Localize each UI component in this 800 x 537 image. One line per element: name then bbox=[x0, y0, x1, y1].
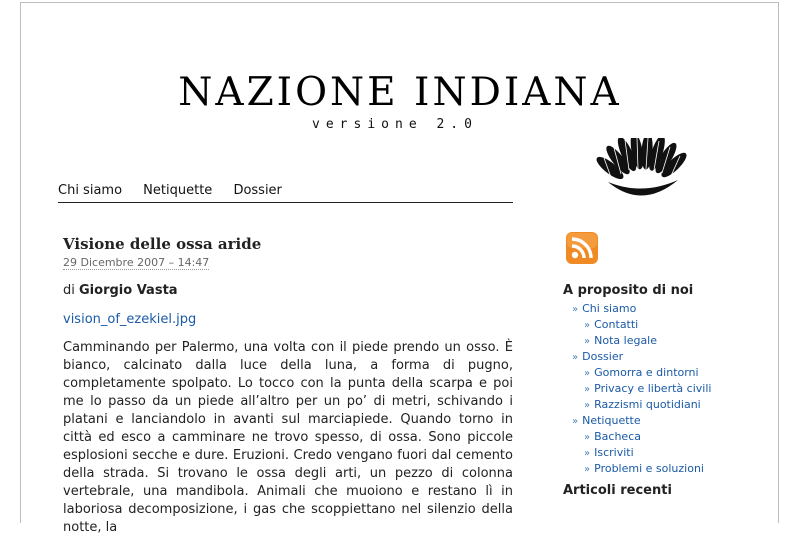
bullet-arrow-icon: » bbox=[572, 416, 579, 427]
rss-feed-icon[interactable] bbox=[566, 232, 598, 264]
sidebar-about-title: A proposito di noi bbox=[563, 283, 694, 298]
sidebar-item-problemi[interactable]: » Problemi e soluzioni bbox=[584, 462, 704, 475]
post-date: 29 Dicembre 2007 – 14:47 bbox=[63, 256, 210, 269]
site-tagline: versione 2.0 bbox=[312, 117, 478, 132]
sidebar-item-nota-legale[interactable]: » Nota legale bbox=[584, 334, 658, 347]
sidebar-item-contatti[interactable]: » Contatti bbox=[584, 318, 639, 331]
bullet-arrow-icon: » bbox=[584, 368, 591, 379]
byline-prefix: di bbox=[63, 283, 75, 298]
bullet-arrow-icon: » bbox=[572, 304, 579, 315]
sidebar-item-gomorra[interactable]: » Gomorra e dintorni bbox=[584, 366, 699, 379]
bullet-arrow-icon: » bbox=[584, 320, 591, 331]
site-title[interactable]: NAZIONE INDIANA bbox=[178, 70, 622, 115]
post-title[interactable]: Visione delle ossa aride bbox=[63, 235, 262, 253]
nav-chi-siamo[interactable]: Chi siamo bbox=[58, 183, 123, 198]
bullet-arrow-icon: » bbox=[584, 448, 591, 459]
main-nav bbox=[58, 183, 513, 203]
sidebar-item-privacy[interactable]: » Privacy e libertà civili bbox=[584, 382, 712, 395]
feather-headdress-logo[interactable] bbox=[594, 138, 694, 208]
nav-dossier[interactable]: Dossier bbox=[233, 183, 282, 198]
sidebar-menu bbox=[572, 301, 711, 477]
bullet-arrow-icon: » bbox=[584, 400, 591, 411]
attachment-link[interactable]: vision_of_ezekiel.jpg bbox=[63, 312, 197, 327]
bullet-arrow-icon: » bbox=[584, 432, 591, 443]
sidebar-item-bacheca[interactable]: » Bacheca bbox=[584, 430, 641, 443]
sidebar-item-chi-siamo[interactable]: » Chi siamo bbox=[572, 302, 637, 315]
bullet-arrow-icon: » bbox=[584, 464, 591, 475]
sidebar-item-iscriviti[interactable]: » Iscriviti bbox=[584, 446, 634, 459]
sidebar-item-netiquette[interactable]: » Netiquette bbox=[572, 414, 641, 427]
post-author: Giorgio Vasta bbox=[79, 283, 178, 298]
post-body: Camminando per Palermo, una volta con il piede prendo un osso. È bianco, calcinato dalla luce della luna, a forma di pugno, completamente spolpato. Lo tocco con la punta della scarpa e poi me lo passo da un piede all’altro per un po’ di metri, schivando i platani e lanciandolo in avanti sul marciapiede. Quando torno in città ed esco a camminare ne trovo spesso, di ossa. Sono piccole esplosioni secche e dure. Eruzioni. Credo vengano fuori dal cemento della strada. Si trovano le ossa degli arti, un pezzo di colonna vertebrale, una mandibola. Animali che muoiono e restano lì in laboriosa decomposizione, i gas che scoppiettano nel silenzio della notte, la bbox=[63, 340, 513, 535]
sidebar-item-razzismi[interactable]: » Razzismi quotidiani bbox=[584, 398, 701, 411]
bullet-arrow-icon: » bbox=[572, 352, 579, 363]
post-byline bbox=[63, 283, 178, 298]
bullet-arrow-icon: » bbox=[584, 336, 591, 347]
nav-netiquette[interactable]: Netiquette bbox=[143, 183, 213, 198]
sidebar-recent-title: Articoli recenti bbox=[563, 483, 672, 498]
bullet-arrow-icon: » bbox=[584, 384, 591, 395]
sidebar-item-dossier[interactable]: » Dossier bbox=[572, 350, 624, 363]
